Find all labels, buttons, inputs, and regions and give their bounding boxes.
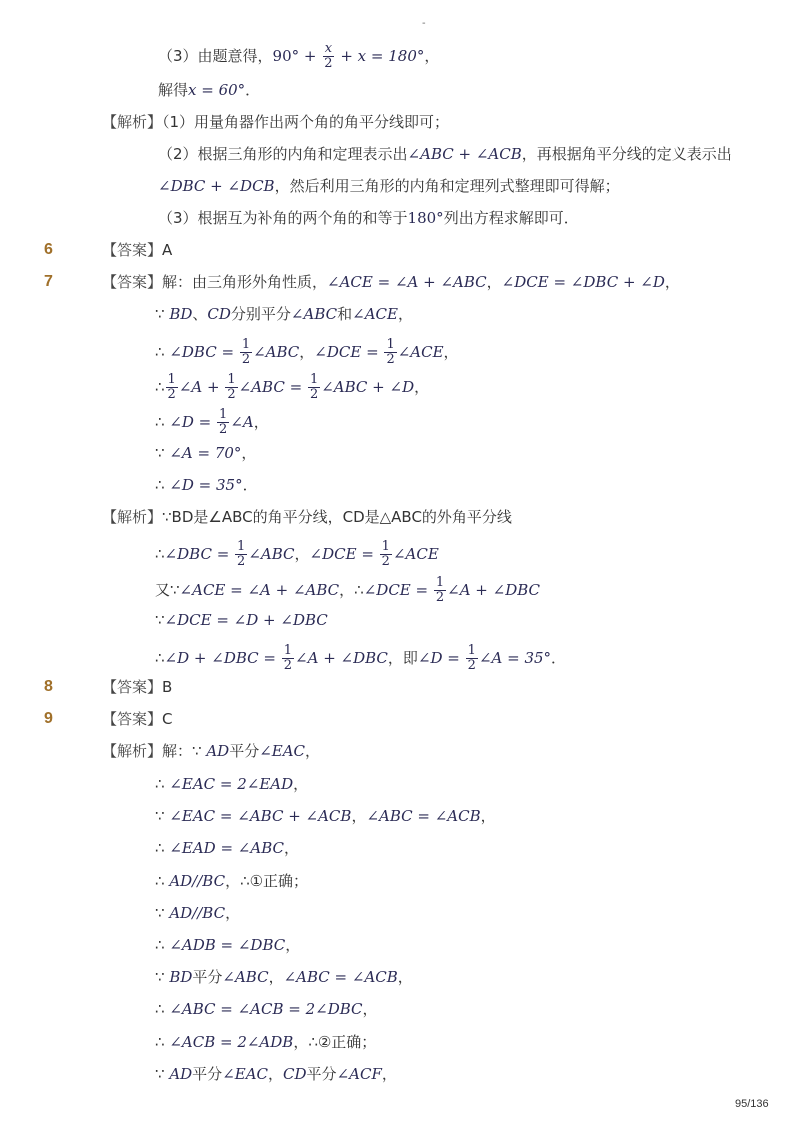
question-number-6: 6 [44, 241, 53, 258]
q8-answer: 【答案】B [102, 678, 173, 696]
q7-answer-line-2: ∵ BD、CD分别平分∠ABC和∠ACE， [155, 305, 413, 323]
q5-analysis-2b: ∠DBC + ∠DCB，然后利用三角形的内角和定理列式整理即可得解； [158, 177, 620, 195]
q9-analysis-line-8: ∵ BD平分∠ABC，∠ABC = ∠ACB， [155, 968, 413, 986]
q7-answer-line-5: ∴ ∠D = $\frac{1}{2}$ ∠A， [155, 407, 269, 437]
q9-analysis-line-6: ∵ AD//BC， [155, 904, 241, 922]
fraction-half: $\frac{1}{2}$ [167, 372, 176, 402]
fraction-x-over-2: $\frac{x}{2}$ [324, 41, 333, 71]
q7-answer-line-3: ∴ ∠DBC = $\frac{1}{2}$ ∠ABC，∠DCE = $\frac{1}{2}$ ∠ACE， [155, 337, 459, 367]
analysis-label: 【解析】 [102, 742, 163, 760]
q5-solution: 解得x = 60°． [158, 81, 261, 99]
q9-analysis-line-11: ∵ AD平分∠EAC，CD平分∠ACF， [155, 1065, 397, 1083]
q9-analysis-line-7: ∴ ∠ADB = ∠DBC， [155, 936, 301, 954]
fraction-half: $\frac{1}{2}$ [237, 539, 246, 569]
q9-analysis-line-4: ∴ ∠EAD = ∠ABC， [155, 839, 299, 857]
fraction-half: $\frac{1}{2}$ [309, 372, 319, 402]
page-number: 95/136 [735, 1098, 769, 1110]
fraction-half: $\frac{1}{2}$ [241, 337, 251, 367]
question-number-8: 8 [44, 678, 53, 695]
question-number-7: 7 [44, 273, 53, 290]
fraction-half: $\frac{1}{2}$ [227, 372, 236, 402]
q7-analysis-line-2: ∴∠DBC = $\frac{1}{2}$ ∠ABC，∠DCE = $\frac{1}{2}$ ∠ACE [155, 539, 439, 569]
fraction-half: $\frac{1}{2}$ [467, 643, 476, 673]
analysis-label: 【解析】 [102, 508, 163, 526]
q9-answer: 【答案】C [102, 710, 173, 728]
q9-analysis-line-3: ∵ ∠EAC = ∠ABC + ∠ACB，∠ABC = ∠ACB， [155, 807, 496, 825]
q5-analysis-2: （2）根据三角形的内角和定理表示出∠ABC + ∠ACB，再根据角平分线的定义表示出 [158, 145, 732, 163]
q7-answer-line-7: ∴ ∠D = 35°． [155, 476, 258, 494]
fraction-half: $\frac{1}{2}$ [219, 407, 228, 437]
q7-answer-line-4: ∴ $\frac{1}{2}$ ∠A + $\frac{1}{2}$ ∠ABC = $\frac{1}{2}$ ∠ABC + ∠D， [155, 372, 430, 402]
q7-analysis-line-1: 【解析】∵BD是∠ABC的角平分线，CD是△ABC的外角平分线 [102, 508, 512, 526]
q7-answer-line-1: 【答案】解：由三角形外角性质，∠ACE = ∠A + ∠ABC，∠DCE = ∠DBC + ∠D， [102, 273, 680, 291]
q9-analysis-line-1: 【解析】解：∵ AD平分∠EAC， [102, 742, 321, 760]
answer-label: 【答案】 [102, 678, 163, 696]
q5-analysis-1: 【解析】（1）用量角器作出两个角的角平分线即可； [102, 113, 450, 131]
q6-answer: 【答案】A [102, 241, 173, 259]
q7-analysis-line-5: ∴∠D + ∠DBC = $\frac{1}{2}$ ∠A + ∠DBC，即∠D = $\frac{1}{2}$ ∠A = 35°． [155, 643, 567, 673]
q7-analysis-line-4: ∵∠DCE = ∠D + ∠DBC [155, 611, 328, 629]
q9-analysis-line-9: ∴ ∠ABC = ∠ACB = 2∠DBC， [155, 1000, 378, 1018]
answer-label: 【答案】 [102, 241, 163, 259]
fraction-half: $\frac{1}{2}$ [381, 539, 390, 569]
question-number-9: 9 [44, 710, 53, 727]
q9-analysis-line-10: ∴ ∠ACB = 2∠ADB，∴②正确； [155, 1033, 377, 1051]
answer-label: 【答案】 [102, 273, 163, 291]
q7-analysis-line-3: 又∵∠ACE = ∠A + ∠ABC，∴∠DCE = $\frac{1}{2}$ ∠A + ∠DBC [155, 575, 541, 605]
q9-analysis-line-2: ∴ ∠EAC = 2∠EAD， [155, 775, 309, 793]
q5-part3-equation: （3）由题意得，90° + $\frac{x}{2}$ + x = 180°， [158, 41, 440, 71]
fraction-half: $\frac{1}{2}$ [386, 337, 395, 367]
q9-analysis-line-5: ∴ AD//BC，∴①正确； [155, 872, 309, 890]
fraction-half: $\frac{1}{2}$ [435, 575, 445, 605]
q7-answer-line-6: ∵ ∠A = 70°， [155, 444, 257, 462]
analysis-label: 【解析】 [102, 113, 163, 131]
q5-analysis-3: （3）根据互为补角的两个角的和等于180°列出方程求解即可． [158, 209, 579, 227]
header-mark: - [422, 18, 426, 29]
fraction-half: $\frac{1}{2}$ [283, 643, 293, 673]
answer-label: 【答案】 [102, 710, 163, 728]
